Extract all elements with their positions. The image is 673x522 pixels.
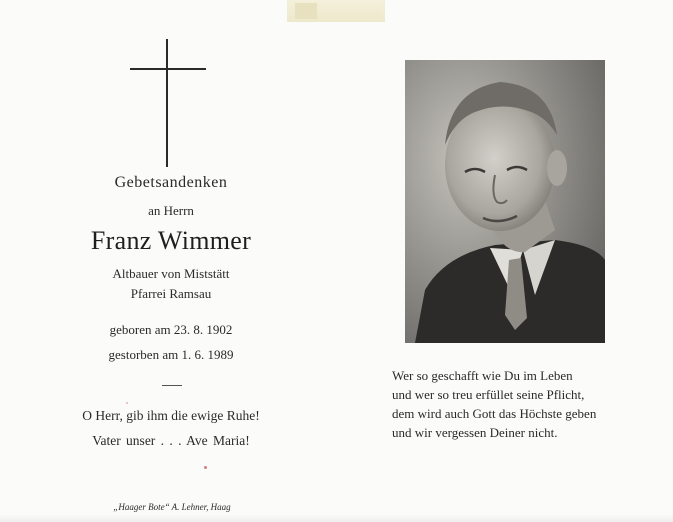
paper-speck [204, 466, 207, 469]
card-heading: Gebetsandenken [114, 174, 228, 191]
occupation: Altbauer von Miststätt [112, 266, 230, 281]
cross-icon [130, 39, 206, 167]
prayer-line-2: Vater unser . . . Ave Maria! [92, 433, 250, 448]
divider [162, 385, 182, 386]
verse-line: und wir vergessen Deiner nicht. [392, 425, 558, 440]
deceased-name: Franz Wimmer [90, 226, 252, 255]
printer-credit: „Haager Bote“ A. Lehner, Haag [113, 502, 231, 512]
death-date: gestorben am 1. 6. 1989 [108, 347, 234, 362]
card-subheading: an Herrn [148, 203, 194, 218]
tape-strip [287, 0, 385, 22]
card-edge [0, 514, 673, 522]
birth-date: geboren am 23. 8. 1902 [109, 322, 233, 337]
verse-line: und wer so treu erfüllet seine Pflicht, [392, 387, 585, 402]
verse-line: Wer so geschafft wie Du im Leben [392, 368, 573, 383]
portrait-photo [405, 60, 605, 343]
parish: Pfarrei Ramsau [130, 286, 212, 301]
paper-speck [126, 402, 128, 404]
verse-line: dem wird auch Gott das Höchste geben [392, 406, 597, 421]
memorial-verse [392, 366, 662, 442]
prayer-line: O Herr, gib ihm die ewige Ruhe! [82, 408, 260, 423]
